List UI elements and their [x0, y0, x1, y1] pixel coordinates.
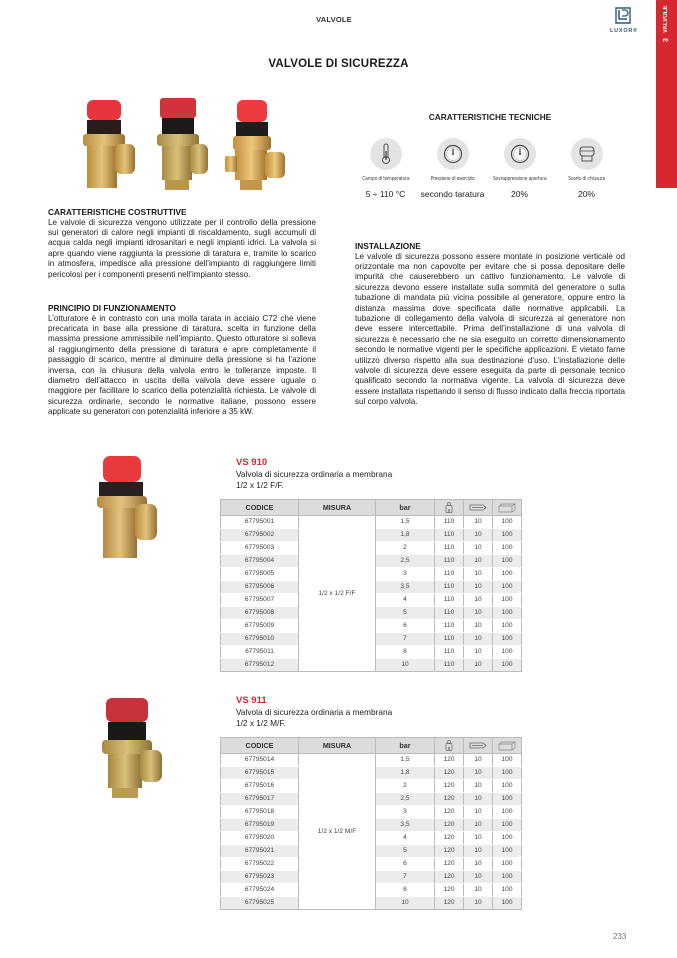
page-number: 233	[613, 932, 627, 941]
table-row: 67795015 1,8 120 10 100	[221, 767, 522, 780]
product-table	[220, 737, 522, 910]
section-heading: CARATTERISTICHE COSTRUTTIVE	[48, 207, 187, 217]
box-weight-icon	[445, 502, 453, 513]
chapter-number: 3	[663, 38, 670, 43]
table-row: 67795009 6 110 10 100	[221, 620, 522, 633]
svg-text:g: g	[447, 745, 451, 750]
section-heading: INSTALLAZIONE	[355, 241, 421, 251]
hero-product-images	[77, 94, 289, 192]
tech-spec-label: Scarto di chiusura	[567, 176, 605, 182]
tech-spec-overpressure	[486, 138, 553, 200]
header-box-pack	[464, 738, 493, 754]
misura-cell: 1/2 x 1/2 M/F	[299, 754, 376, 910]
valve-angle-image	[223, 94, 289, 192]
section-funzionamento	[48, 303, 316, 418]
tech-spec-temperature	[352, 138, 419, 200]
section-heading: PRINCIPIO DI FUNZIONAMENTO	[48, 303, 176, 313]
thermometer-icon	[370, 138, 402, 170]
box-pack-icon	[469, 503, 487, 512]
section-label: VALVOLE	[316, 15, 352, 24]
table-row: 67795007 4 110 10 100	[221, 594, 522, 607]
valve-ff-image	[77, 94, 143, 192]
luxor-logo-icon	[615, 7, 631, 24]
tech-spec-working-pressure	[419, 138, 486, 200]
table-row: 67795003 2 110 10 100	[221, 542, 522, 555]
product-table	[220, 499, 522, 672]
page-title: VALVOLE DI SICUREZZA	[268, 58, 409, 70]
table-row: 67795011 8 110 10 100	[221, 646, 522, 659]
section-body: L’otturatore è in contrasto con una molla tarata in acciaio C72 che viene precaricata in base alla pressione di taratura, scelta in funzione della massima pressione ammissibile nell’impianto. Questo otturatore si solleva al raggiungimento della pressione di taratura e apre completamente il passaggio di scarico, mentre al diminuire della pressione si ha l’azione inversa, con la chiusura della valvola entro le tolleranze imposte. Il diametro dell’attacco in uscita della valvola deve essere uguale o maggiore per facilitare lo scarico della potenzialità richiesta. Le valvole di sicurezza ordinarie, secondo le normative italiane, possono essere applicate su generatori con potenzialità inferiore a 35 kW.	[48, 313, 316, 417]
table-row: 67795008 5 110 10 100	[221, 607, 522, 620]
table-row: 67795012 10 110 10 100	[221, 659, 522, 672]
table-row: 67795021 5 120 10 100	[221, 845, 522, 858]
table-row: 67795025 10 120 10 100	[221, 897, 522, 910]
logo-text: LUXOR®	[609, 28, 639, 34]
luxor-logo	[604, 7, 642, 37]
table-row: 67795016 2 120 10 100	[221, 780, 522, 793]
tech-spec-label: Pressione di esercizio	[430, 176, 475, 182]
table-row: 67795018 3 120 10 100	[221, 806, 522, 819]
header-codice: CODICE	[221, 738, 299, 754]
table-row: 67795005 3 110 10 100	[221, 568, 522, 581]
box-weight-icon	[445, 740, 453, 751]
header-misura: MISURA	[299, 738, 376, 754]
chapter-label: VALVOLE	[663, 6, 669, 34]
tech-spec-value: 20%	[577, 189, 595, 199]
table-row: 67795004 2,5 110 10 100	[221, 555, 522, 568]
valve-mf-image	[150, 94, 216, 192]
table-row: 67795023 7 120 10 100	[221, 871, 522, 884]
vs910-product-image	[95, 452, 161, 562]
section-body: Le valvole di sicurezza vengono utilizzate per il controllo della pressione sui generatori di calore negli impianti di riscaldamento, sugli accumuli di acqua calda negli impianti idrosanitari e negli impianti idrici. La valvola si apre quando viene raggiunta la pressione di taratura e, tramite lo scarico in atmosfera, impedisce alla pressione dell’impianto di raggiungere limiti pericolosi per i componenti presenti nell’impianto stesso.	[48, 217, 316, 279]
tech-spec-value: secondo taratura	[420, 189, 485, 199]
pressure-gauge-icon	[437, 138, 469, 170]
product-vs910	[220, 456, 522, 672]
table-row: 67795010 7 110 10 100	[221, 633, 522, 646]
product-vs911	[220, 694, 522, 910]
table-row: 67795017 2,5 120 10 100	[221, 793, 522, 806]
table-row: 67795020 4 120 10 100	[221, 832, 522, 845]
section-body: Le valvole di sicurezza possono essere montate in posizione verticale od orizzontale ma non capovolte per evitare che si possa depositare delle impurità che causerebbero un cattivo funzionamento. Le valvole di sicurezza devono essere installate sulla sommità del generatore o sulla tubazione di mandata più vicina possibile al generatore, oppure entro la distanza massima dove specificata dalle normative applicabili. La tubazione di collegamento della valvola di sicurezza al generatore non deve essere intercettabile. Prima dell’installazione di una valvola di sicurezza è necessario che ne sia eseguito un corretto dimensionamento secondo le normative vigenti per le specifiche applicazioni. È vietato farne utilizzo diverso rispetto alla sua destinazione d’uso. L’installazione delle valvole di sicurezza deve essere eseguita da parte di personale tecnico qualificato secondo la normativa vigente. La valvola di sicurezza deve essere installata rispettando il senso di flusso indicato dalla freccia riportata sul corpo valvola.	[355, 251, 625, 407]
header-box-weight	[435, 500, 464, 516]
table-row: 67795022 6 120 10 100	[221, 858, 522, 871]
pressure-gauge-icon	[504, 138, 536, 170]
header-codice: CODICE	[221, 500, 299, 516]
tech-specs-title: CARATTERISTICHE TECNICHE	[428, 112, 552, 122]
tech-spec-value: 5 ÷ 110 °C	[365, 189, 406, 199]
header-carton	[493, 500, 522, 516]
header-bar: bar	[376, 500, 435, 516]
product-code: VS 910	[236, 457, 268, 468]
vs911-product-image	[100, 696, 166, 800]
product-code: VS 911	[236, 695, 267, 706]
section-installazione	[355, 241, 625, 408]
product-description: Valvola di sicurezza ordinaria a membrana 1/2 x 1/2 F/F.	[236, 469, 393, 490]
header-box-weight	[435, 738, 464, 754]
svg-text:g: g	[447, 507, 451, 512]
box-pack-icon	[469, 741, 487, 750]
table-row: 67795006 3,5 110 10 100	[221, 581, 522, 594]
carton-icon	[498, 741, 516, 751]
section-costruttive	[48, 207, 316, 280]
carton-icon	[498, 503, 516, 513]
table-row: 67795002 1,8 110 10 100	[221, 529, 522, 542]
header-bar: bar	[376, 738, 435, 754]
tech-specs-grid	[352, 138, 622, 200]
misura-cell: 1/2 x 1/2 F/F	[299, 516, 376, 672]
tech-spec-closing-tolerance	[553, 138, 620, 200]
header-box-pack	[464, 500, 493, 516]
chapter-tab	[656, 0, 677, 188]
table-row: 67795019 3,5 120 10 100	[221, 819, 522, 832]
table-row: 67795024 8 120 10 100	[221, 884, 522, 897]
tech-spec-label: Sovrappressione apertura	[492, 176, 547, 182]
product-description: Valvola di sicurezza ordinaria a membrana 1/2 x 1/2 M/F.	[236, 707, 393, 728]
table-row: 67795014 1/2 x 1/2 M/F 1,5 120 10 100	[221, 754, 522, 767]
header-misura: MISURA	[299, 500, 376, 516]
tech-spec-value: 20%	[510, 189, 528, 199]
header-carton	[493, 738, 522, 754]
tech-spec-label: Campo di temperatura	[361, 176, 410, 182]
table-row: 67795001 1/2 x 1/2 F/F 1,5 110 10 100	[221, 516, 522, 529]
closing-cap-icon	[571, 138, 603, 170]
